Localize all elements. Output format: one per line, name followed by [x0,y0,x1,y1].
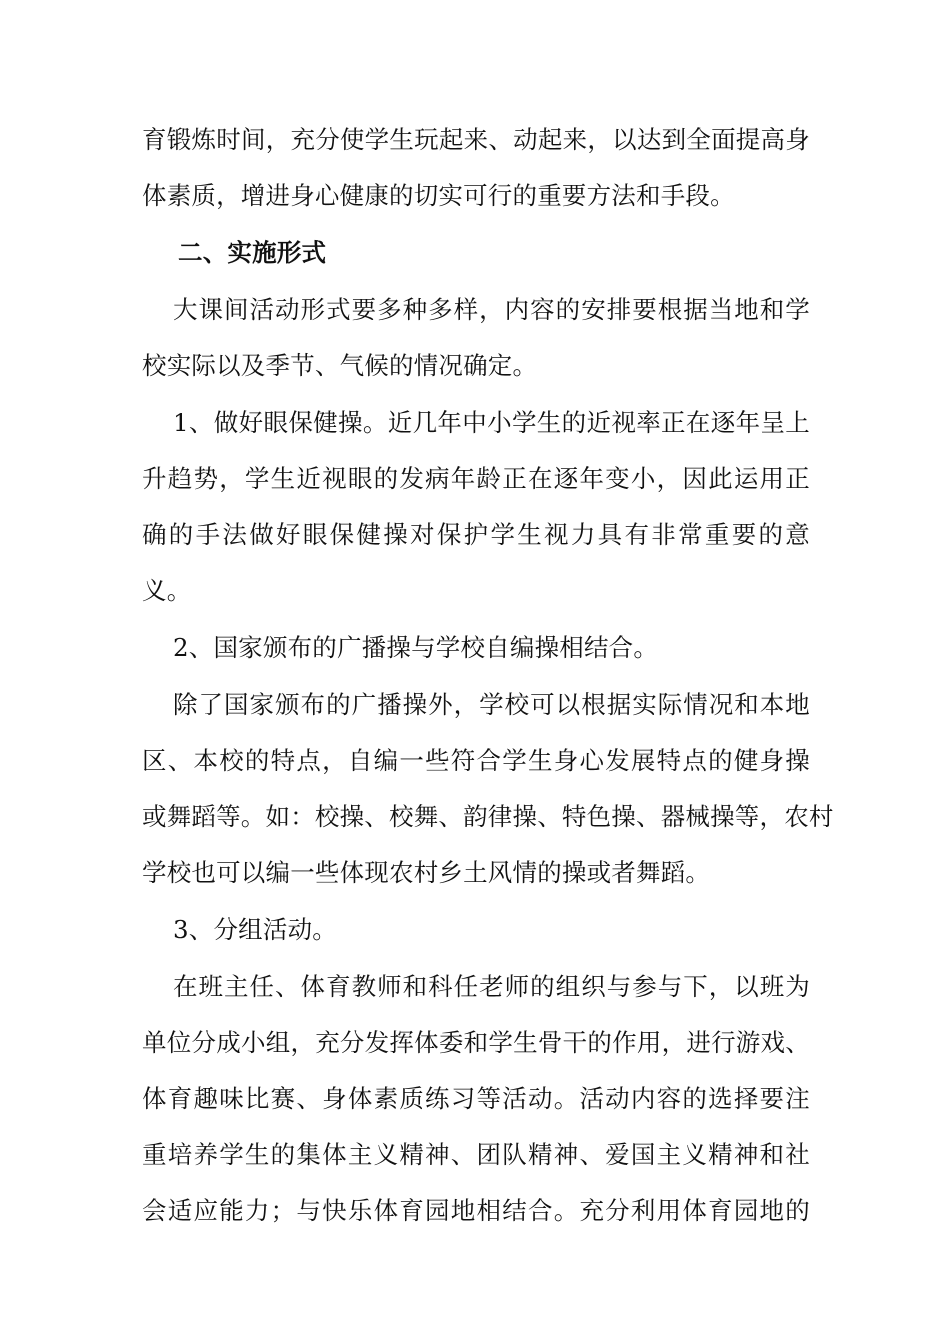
text-line: 大课间活动形式要多种多样，内容的安排要根据当地和学 [173,295,810,324]
paragraph [142,971,810,1227]
paragraph-item-3 [142,914,810,946]
paragraph-item-1 [142,407,810,607]
document-page [142,124,834,1227]
text-line: 体素质，增进身心健康的切实可行的重要方法和手段。 [142,181,735,210]
text-line: 育锻炼时间，充分使学生玩起来、动起来，以达到全面提高身 [142,125,810,154]
text-line: 学校也可以编一些体现农村乡土风情的操或者舞蹈。 [142,858,711,887]
section-heading: 二、实施形式 [178,238,327,267]
paragraph [142,689,834,889]
paragraph [142,294,810,382]
text-line: 1、做好眼保健操。近几年中小学生的近视率正在逐年呈上 [173,408,810,437]
text-line: 会适应能力；与快乐体育园地相结合。充分利用体育园地的 [142,1196,810,1225]
text-line: 除了国家颁布的广播操外，学校可以根据实际情况和本地 [173,690,810,719]
text-line: 区、本校的特点，自编一些符合学生身心发展特点的健身操 [142,746,810,775]
text-line: 升趋势，学生近视眼的发病年龄正在逐年变小，因此运用正 [142,464,810,493]
text-line: 重培养学生的集体主义精神、团队精神、爱国主义精神和社 [142,1140,810,1169]
paragraph-item-2 [142,632,810,664]
paragraph-continuation [142,124,810,212]
text-line: 体育趣味比赛、身体素质练习等活动。活动内容的选择要注 [142,1084,810,1113]
text-line: 确的手法做好眼保健操对保护学生视力具有非常重要的意 [142,520,810,549]
text-line: 在班主任、体育教师和科任老师的组织与参与下，以班为 [173,972,810,1001]
text-line: 校实际以及季节、气候的情况确定。 [142,351,538,380]
text-line: 或舞蹈等。如：校操、校舞、韵律操、特色操、器械操等，农村 [142,802,834,831]
text-line: 单位分成小组，充分发挥体委和学生骨干的作用，进行游戏、 [142,1028,810,1057]
text-line: 2、国家颁布的广播操与学校自编操相结合。 [173,633,659,662]
text-line: 3、分组活动。 [173,915,337,944]
text-line: 义。 [142,576,192,605]
